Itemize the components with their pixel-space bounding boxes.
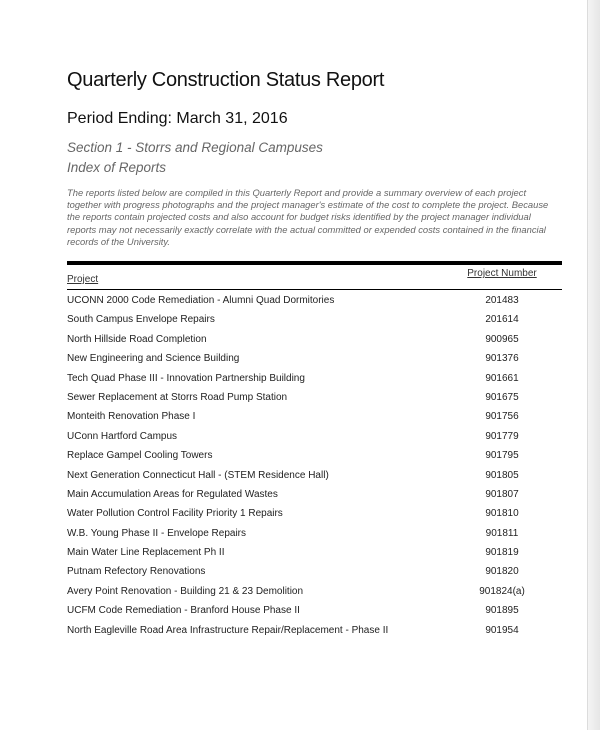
- column-header-project: Project: [67, 274, 99, 285]
- table-row: [67, 621, 562, 640]
- project-number: 901807: [485, 488, 519, 500]
- table-row: [67, 349, 562, 368]
- table-row: [67, 601, 562, 620]
- project-table-body: [67, 291, 562, 640]
- project-number: 901811: [485, 527, 519, 539]
- project-name: UConn Hartford Campus: [67, 430, 178, 442]
- table-row: [67, 291, 562, 310]
- project-name: Monteith Renovation Phase I: [67, 411, 196, 423]
- project-name: North Eagleville Road Area Infrastructure Repair/Replacement - Phase II: [67, 624, 389, 636]
- section-heading: [67, 138, 323, 178]
- project-number: 901810: [485, 508, 519, 520]
- project-number: 201614: [485, 314, 519, 326]
- table-row: [67, 407, 562, 426]
- column-header-project-number: Project Number: [467, 268, 537, 279]
- table-row: [67, 330, 562, 349]
- table-row: [67, 369, 562, 388]
- table-row: [67, 446, 562, 465]
- project-name: Next Generation Connecticut Hall - (STEM Residence Hall): [67, 469, 329, 481]
- index-title: Index of Reports: [67, 160, 167, 175]
- project-name: South Campus Envelope Repairs: [67, 314, 215, 326]
- project-number: 901819: [485, 547, 519, 559]
- period-ending: Period Ending: March 31, 2016: [67, 110, 288, 127]
- project-name: Tech Quad Phase III - Innovation Partnership Building: [67, 372, 305, 384]
- project-number: 901661: [485, 372, 519, 384]
- project-number: 901954: [485, 624, 519, 636]
- table-row: [67, 310, 562, 329]
- project-number: 901779: [485, 430, 519, 442]
- table-top-rule: [67, 261, 562, 265]
- table-row: [67, 543, 562, 562]
- project-number: 901805: [485, 469, 519, 481]
- project-number: 901376: [485, 353, 519, 365]
- project-name: Replace Gampel Cooling Towers: [67, 450, 213, 462]
- table-row: [67, 388, 562, 407]
- project-number: 901895: [485, 605, 519, 617]
- table-row: [67, 562, 562, 581]
- intro-paragraph: The reports listed below are compiled in this Quarterly Report and provide a summary overview of each project together with progress photographs and the project manager's estimate of the cost to complete the project. Because the reports contain projected costs and also account for budget risks identified by the project manager individual reports may not necessarily exactly correlate with the actual committed or expended costs contained in the financial records of the University.: [67, 187, 549, 247]
- project-number: 901824(a): [479, 585, 525, 597]
- project-number: 901820: [485, 566, 519, 578]
- project-number: 901675: [485, 391, 519, 403]
- project-name: Sewer Replacement at Storrs Road Pump Station: [67, 391, 288, 403]
- project-name: Avery Point Renovation - Building 21 & 23 Demolition: [67, 585, 304, 597]
- project-number: 201483: [485, 295, 519, 306]
- project-number: 900965: [485, 333, 519, 345]
- section-title: Section 1 - Storrs and Regional Campuses: [67, 140, 323, 155]
- project-name: Putnam Refectory Renovations: [67, 566, 206, 578]
- table-header-rule: [67, 289, 562, 290]
- project-name: UCFM Code Remediation - Branford House Phase II: [67, 605, 300, 617]
- project-name: UCONN 2000 Code Remediation - Alumni Quad Dormitories: [67, 295, 335, 306]
- table-row: [67, 524, 562, 543]
- project-name: Water Pollution Control Facility Priority 1 Repairs: [67, 508, 283, 520]
- table-row: [67, 485, 562, 504]
- project-name: W.B. Young Phase II - Envelope Repairs: [67, 527, 246, 539]
- table-row: [67, 582, 562, 601]
- report-title: Quarterly Construction Status Report: [67, 69, 385, 91]
- project-number: 901795: [485, 450, 519, 462]
- table-row: [67, 504, 562, 523]
- table-row: [67, 466, 562, 485]
- project-name: Main Water Line Replacement Ph II: [67, 547, 225, 559]
- project-number: 901756: [485, 411, 519, 423]
- table-row: [67, 427, 562, 446]
- project-name: Main Accumulation Areas for Regulated Wastes: [67, 488, 278, 500]
- project-name: New Engineering and Science Building: [67, 353, 240, 365]
- page-edge: [587, 0, 600, 730]
- project-name: North Hillside Road Completion: [67, 333, 207, 345]
